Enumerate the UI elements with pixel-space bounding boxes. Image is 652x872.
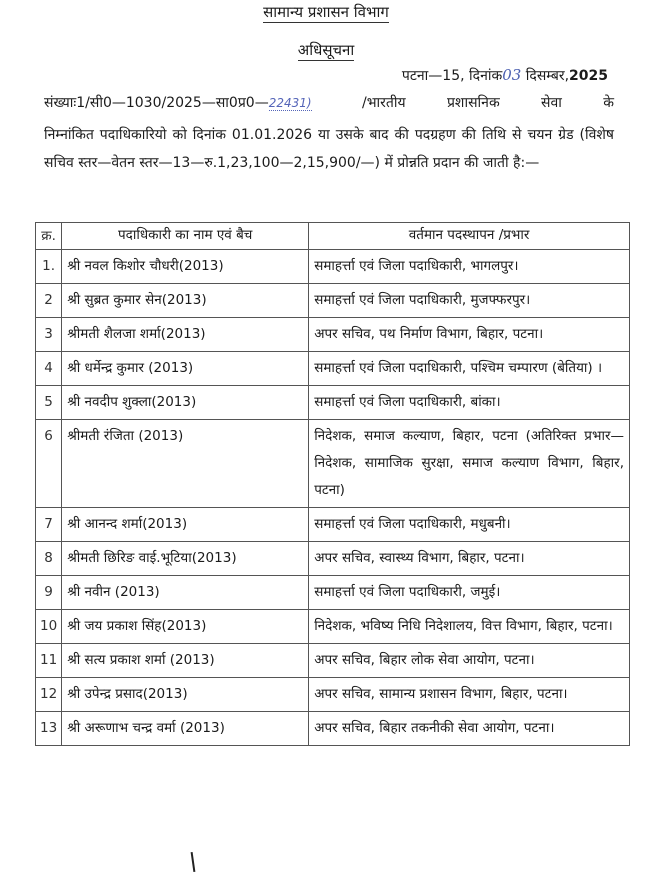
row-serial: 7 [36, 508, 62, 542]
row-posting: समाहर्त्ता एवं जिला पदाधिकारी, पश्चिम चम्पारण (बेतिया) । [309, 352, 630, 386]
table-row [36, 318, 630, 352]
table-row [36, 386, 630, 420]
table-header-row [36, 223, 630, 250]
row-officer-name: श्रीमती शैलजा शर्मा(2013) [62, 318, 309, 352]
notification-heading [0, 40, 652, 60]
table-row [36, 610, 630, 644]
header-serial: क्र. [36, 223, 62, 250]
row-officer-name: श्री अरूणाभ चन्द्र वर्मा (2013) [62, 712, 309, 746]
row-serial: 3 [36, 318, 62, 352]
row-officer-name: श्री नवीन (2013) [62, 576, 309, 610]
signature-stroke [191, 852, 196, 872]
row-posting: समाहर्त्ता एवं जिला पदाधिकारी, बांका। [309, 386, 630, 420]
row-posting: निदेशक, समाज कल्याण, बिहार, पटना (अतिरिक्त प्रभार—निदेशक, सामाजिक सुरक्षा, समाज कल्याण विभाग, बिहार, पटना) [309, 420, 630, 508]
row-officer-name: श्री सत्य प्रकाश शर्मा (2013) [62, 644, 309, 678]
row-officer-name: श्री नवदीप शुक्ला(2013) [62, 386, 309, 420]
table-row [36, 352, 630, 386]
reference-word: /भारतीय [362, 95, 406, 111]
table-row [36, 250, 630, 284]
row-serial: 2 [36, 284, 62, 318]
row-serial: 10 [36, 610, 62, 644]
row-serial: 12 [36, 678, 62, 712]
row-serial: 13 [36, 712, 62, 746]
reference-line [44, 93, 614, 112]
reference-suffix [362, 93, 614, 112]
year-label: 2025 [569, 68, 608, 84]
table-row [36, 712, 630, 746]
row-serial: 8 [36, 542, 62, 576]
row-posting: समाहर्त्ता एवं जिला पदाधिकारी, भागलपुर। [309, 250, 630, 284]
header-name-batch: पदाधिकारी का नाम एवं बैच [62, 223, 309, 250]
row-officer-name: श्रीमती रंजिता (2013) [62, 420, 309, 508]
row-posting: अपर सचिव, बिहार तकनीकी सेवा आयोग, पटना। [309, 712, 630, 746]
row-posting: समाहर्त्ता एवं जिला पदाधिकारी, जमुई। [309, 576, 630, 610]
table-row [36, 542, 630, 576]
row-serial: 9 [36, 576, 62, 610]
row-posting: अपर सचिव, पथ निर्माण विभाग, बिहार, पटना। [309, 318, 630, 352]
reference-word: प्रशासनिक [446, 95, 500, 111]
row-officer-name: श्री आनन्द शर्मा(2013) [62, 508, 309, 542]
table-row [36, 576, 630, 610]
row-serial: 5 [36, 386, 62, 420]
header-posting: वर्तमान पदस्थापन /प्रभार [309, 223, 630, 250]
row-officer-name: श्री नवल किशोर चौधरी(2013) [62, 250, 309, 284]
reference-word: के [603, 95, 614, 111]
row-posting: अपर सचिव, बिहार लोक सेवा आयोग, पटना। [309, 644, 630, 678]
row-serial: 1. [36, 250, 62, 284]
row-officer-name: श्री जय प्रकाश सिंह(2013) [62, 610, 309, 644]
table-row [36, 644, 630, 678]
row-posting: निदेशक, भविष्य निधि निदेशालय, वित्त विभाग, बिहार, पटना। [309, 610, 630, 644]
row-officer-name: श्री सुब्रत कुमार सेन(2013) [62, 284, 309, 318]
reference-prefix: संख्याः1/सी0—1030/2025—सा0प्र0— [44, 95, 269, 111]
handwritten-reference-number: 22431) [268, 96, 312, 110]
department-heading [0, 2, 652, 22]
reference-word: सेवा [541, 95, 562, 111]
row-posting: अपर सचिव, सामान्य प्रशासन विभाग, बिहार, पटना। [309, 678, 630, 712]
place-label: पटना—15, दिनांक [401, 68, 503, 84]
row-officer-name: श्री उपेन्द्र प्रसाद(2013) [62, 678, 309, 712]
notification-title: अधिसूचना [297, 41, 355, 59]
row-posting: समाहर्त्ता एवं जिला पदाधिकारी, मधुबनी। [309, 508, 630, 542]
row-serial: 4 [36, 352, 62, 386]
row-serial: 11 [36, 644, 62, 678]
department-name: सामान्य प्रशासन विभाग [263, 3, 389, 21]
table-row [36, 508, 630, 542]
body-paragraph: निम्नांकित पदाधिकारियो को दिनांक 01.01.2026 या उसके बाद की पदग्रहण की तिथि से चयन ग्रेड (विशेष सचिव स्तर—वेतन स्तर—13—रु.1,23,100—2,15,900/—) में प्रोन्नति प्रदान की जाती है:— [44, 127, 614, 171]
row-officer-name: श्री धर्मेन्द्र कुमार (2013) [62, 352, 309, 386]
row-posting: अपर सचिव, स्वास्थ्य विभाग, बिहार, पटना। [309, 542, 630, 576]
officers-table [35, 222, 630, 746]
date-line [402, 66, 608, 85]
table-row [36, 284, 630, 318]
row-posting: समाहर्त्ता एवं जिला पदाधिकारी, मुजफ्फरपुर। [309, 284, 630, 318]
month-label: दिसम्बर, [525, 68, 570, 84]
handwritten-day: 03 [502, 66, 522, 84]
table-row [36, 420, 630, 508]
table-row [36, 678, 630, 712]
row-serial: 6 [36, 420, 62, 508]
row-officer-name: श्रीमती छिरिङ वाई.भूटिया(2013) [62, 542, 309, 576]
